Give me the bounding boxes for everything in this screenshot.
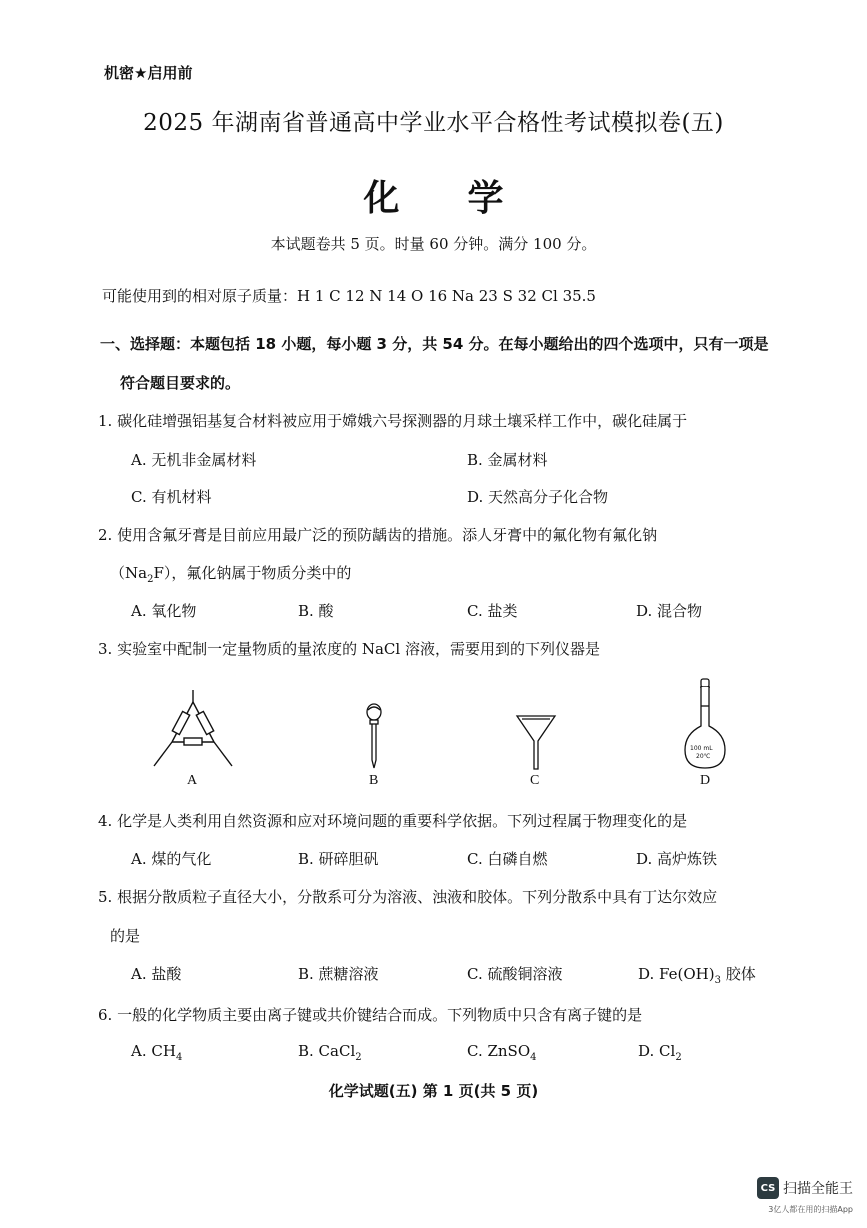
q5-stem-line2: 的是 bbox=[110, 927, 141, 945]
page-footer: 化学试题(五) 第 1 页(共 5 页) bbox=[328, 1082, 539, 1100]
q3-label-c: C bbox=[530, 773, 540, 788]
subject-char-1: 化 bbox=[363, 178, 400, 219]
q4-option-c: C. 白磷自燃 bbox=[467, 850, 548, 868]
q1-stem: 1. 碳化硅增强铝基复合材料被应用于嫦娥六号探测器的月球土壤采样工作中，碳化硅属于 bbox=[98, 412, 688, 430]
q2-option-c: C. 盐类 bbox=[467, 602, 518, 620]
subject-title bbox=[0, 170, 867, 221]
q2-stem-line1: 2. 使用含氟牙膏是目前应用最广泛的预防龋齿的措施。添人牙膏中的氟化物有氟化钠 bbox=[98, 526, 658, 544]
q5-option-a: A. 盐酸 bbox=[131, 965, 182, 983]
subject-char-2: 学 bbox=[467, 178, 504, 219]
q2-option-b: B. 酸 bbox=[298, 602, 334, 620]
q5-option-c: C. 硫酸铜溶液 bbox=[467, 965, 563, 983]
q1-option-c: C. 有机材料 bbox=[131, 488, 212, 506]
q4-stem: 4. 化学是人类利用自然资源和应对环境问题的重要科学依据。下列过程属于物理变化的是 bbox=[98, 812, 688, 830]
flask-volume-text: 100 mL bbox=[690, 745, 713, 752]
q2-option-d: D. 混合物 bbox=[636, 602, 703, 620]
section-heading-cont: 符合题目要求的。 bbox=[120, 374, 241, 392]
scanner-watermark bbox=[757, 1177, 853, 1199]
watermark-name: 扫描全能王 bbox=[783, 1181, 853, 1197]
atomic-masses: 可能使用到的相对原子质量：H 1 C 12 N 14 O 16 Na 23 S 32 Cl 35.5 bbox=[102, 287, 596, 305]
clay-triangle-image bbox=[148, 686, 238, 772]
q4-option-a: A. 煤的气化 bbox=[131, 850, 212, 868]
q3-stem: 3. 实验室中配制一定量物质的量浓度的 NaCl 溶液，需要用到的下列仪器是 bbox=[98, 640, 600, 658]
camscanner-logo-icon: CS bbox=[757, 1177, 779, 1199]
q3-label-a: A bbox=[187, 773, 198, 788]
exam-info: 本试题卷共 5 页。时量 60 分钟。满分 100 分。 bbox=[270, 235, 597, 253]
section-heading: 一、选择题：本题包括 18 小题，每小题 3 分，共 54 分。在每小题给出的四个选项中，只有一项是 bbox=[100, 335, 769, 353]
q1-option-b: B. 金属材料 bbox=[467, 451, 548, 469]
q5-stem-line1: 5. 根据分散质粒子直径大小，分散系可分为溶液、浊液和胶体。下列分散系中具有丁达尔效应 bbox=[98, 888, 718, 906]
flask-temp-text: 20℃ bbox=[696, 753, 711, 760]
q2-stem-line2: $(Na_2F)$，氟化钠属于物质分类中的 bbox=[110, 564, 352, 585]
q5-option-d: D. $Fe(OH)_3$ 胶体 bbox=[638, 965, 756, 986]
q1-option-d: D. 天然高分子化合物 bbox=[467, 488, 609, 506]
q6-option-d: D. $Cl_2$ bbox=[638, 1042, 682, 1063]
q3-label-d: D bbox=[700, 773, 711, 788]
q6-option-a: A. $CH_4$ bbox=[131, 1042, 183, 1063]
funnel-image bbox=[515, 713, 557, 771]
q6-stem: 6. 一般的化学物质主要由离子键或共价键结合而成。下列物质中只含有离子键的是 bbox=[98, 1006, 643, 1024]
exam-title: 2025 年湖南省普通高中学业水平合格性考试模拟卷(五) bbox=[143, 110, 724, 136]
q2-option-a: A. 氧化物 bbox=[131, 602, 197, 620]
q1-option-a: A. 无机非金属材料 bbox=[131, 451, 257, 469]
q4-option-d: D. 高炉炼铁 bbox=[636, 850, 718, 868]
watermark-subtitle: 3亿人都在用的扫描App bbox=[768, 1205, 853, 1214]
secret-label: 机密★启用前 bbox=[104, 64, 193, 82]
q6-option-b: B. CaCl$_2$ bbox=[298, 1042, 362, 1063]
q5-option-b: B. 蔗糖溶液 bbox=[298, 965, 379, 983]
q3-label-b: B bbox=[369, 773, 379, 788]
dropper-image bbox=[362, 700, 386, 770]
q6-option-c: C. ZnSO$_4$ bbox=[467, 1042, 537, 1063]
q4-option-b: B. 研碎胆矾 bbox=[298, 850, 379, 868]
